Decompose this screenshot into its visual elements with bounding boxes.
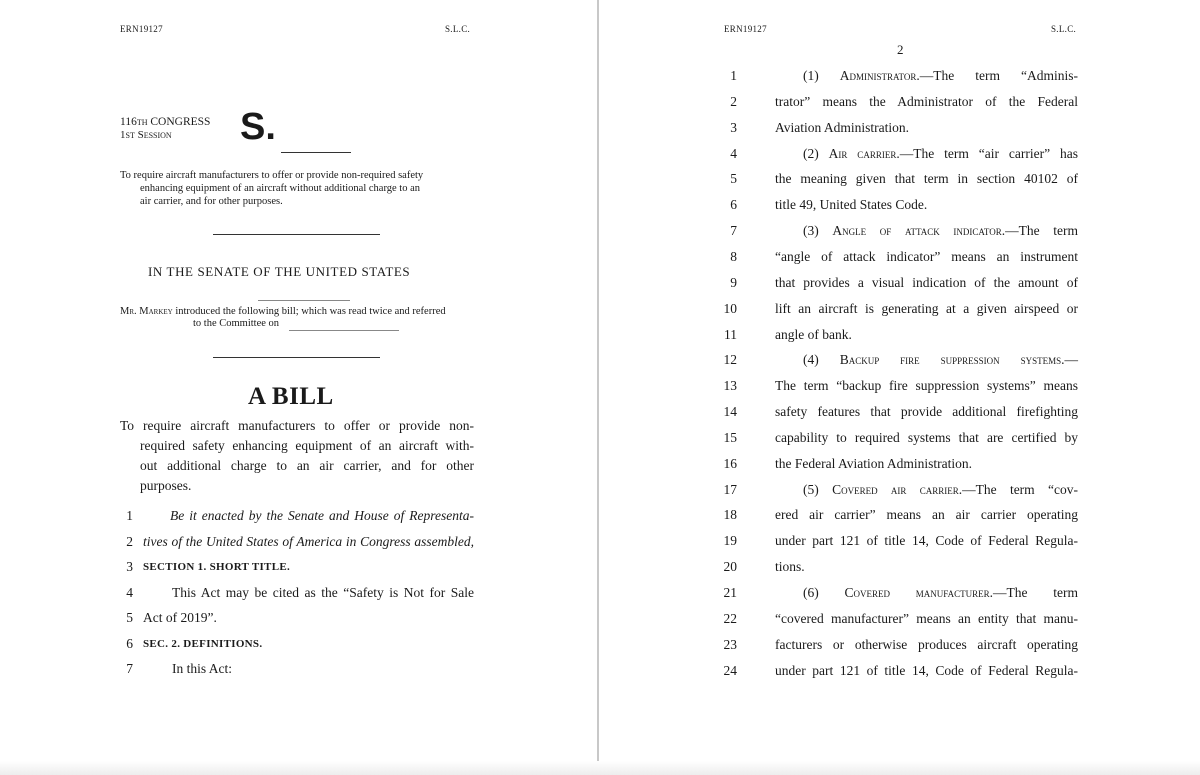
defined-term: Covered manufacturer bbox=[844, 585, 990, 600]
line-number: 19 bbox=[723, 533, 737, 548]
defined-term: Backup fire suppression systems bbox=[839, 352, 1062, 367]
line-number: 22 bbox=[723, 611, 737, 626]
definition-text-line: Aviation Administration. bbox=[775, 120, 909, 135]
line-number: 13 bbox=[723, 378, 737, 393]
definition-text: .—The term bbox=[989, 585, 1078, 600]
definition-heading-line bbox=[803, 352, 1078, 368]
line-number: 4 bbox=[730, 146, 737, 161]
page-right bbox=[599, 0, 1200, 775]
line-number: 1 bbox=[126, 508, 133, 523]
definition-heading-line bbox=[803, 482, 1078, 498]
definition-text: .—The term “cov- bbox=[958, 482, 1078, 497]
line-number: 3 bbox=[730, 120, 737, 135]
definition-number: (6) bbox=[803, 585, 845, 600]
definition-number: (3) bbox=[803, 223, 833, 238]
definition-text-line: The term “backup fire suppression systems” means bbox=[775, 378, 1078, 393]
definition-text-line: tions. bbox=[775, 559, 805, 574]
title-line-1: To require aircraft manufacturers to offer or provide non- bbox=[120, 418, 474, 433]
page-number: 2 bbox=[897, 42, 904, 57]
line-number: 5 bbox=[730, 171, 737, 186]
divider-rule-2 bbox=[213, 357, 380, 358]
definition-heading-line bbox=[803, 223, 1078, 239]
line-number: 10 bbox=[723, 301, 737, 316]
line-number: 8 bbox=[730, 249, 737, 264]
line-number: 3 bbox=[126, 559, 133, 574]
date-rule bbox=[258, 300, 350, 301]
divider-rule-1 bbox=[213, 234, 380, 235]
definition-text-line: “covered manufacturer” means an entity that manu- bbox=[775, 611, 1078, 626]
definition-text-line: the Federal Aviation Administration. bbox=[775, 456, 972, 471]
header-document-id: ERN19127 bbox=[724, 24, 767, 34]
short-title-line-1: This Act may be cited as the “Safety is Not for Sale bbox=[172, 585, 474, 600]
introduction-line-2: to the Committee on bbox=[193, 318, 280, 329]
enacting-clause-line-2: tives of the United States of America in Congress assembled, bbox=[143, 534, 474, 549]
enacting-clause-line-1: Be it enacted by the Senate and House of Representa- bbox=[170, 508, 474, 523]
defined-term: Covered air carrier bbox=[832, 482, 959, 497]
line-number: 6 bbox=[126, 636, 133, 651]
line-number: 16 bbox=[723, 456, 737, 471]
line-number: 7 bbox=[126, 661, 133, 676]
section-1-heading: SECTION 1. SHORT TITLE. bbox=[143, 561, 291, 573]
header-document-id: ERN19127 bbox=[120, 24, 163, 34]
title-line-4: purposes. bbox=[140, 478, 192, 493]
congress-label: 116th CONGRESS bbox=[120, 116, 211, 128]
definition-text: .—The term “air carrier” has bbox=[896, 146, 1078, 161]
line-number: 2 bbox=[730, 94, 737, 109]
line-number: 15 bbox=[723, 430, 737, 445]
line-number: 6 bbox=[730, 197, 737, 212]
definition-text-line: “angle of attack indicator” means an instrument bbox=[775, 249, 1078, 264]
section-2-heading: SEC. 2. DEFINITIONS. bbox=[143, 638, 263, 650]
line-number: 7 bbox=[730, 223, 737, 238]
definition-heading-line bbox=[803, 146, 1078, 162]
definition-text-line: lift an aircraft is generating at a given airspeed or bbox=[775, 301, 1078, 316]
line-number: 20 bbox=[723, 559, 737, 574]
definition-text-line: title 49, United States Code. bbox=[775, 197, 928, 212]
line-number: 23 bbox=[723, 637, 737, 652]
bill-letter: S. bbox=[240, 106, 276, 148]
definition-text-line: trator” means the Administrator of the Federal bbox=[775, 94, 1078, 109]
title-line-2: required safety enhancing equipment of an aircraft with- bbox=[140, 438, 474, 453]
definition-text: .—The term “Adminis- bbox=[916, 68, 1078, 83]
line-number: 11 bbox=[724, 327, 737, 342]
defined-term: Air carrier bbox=[828, 146, 897, 161]
line-number: 2 bbox=[126, 534, 133, 549]
definition-text-line: under part 121 of title 14, Code of Federal Regula- bbox=[775, 533, 1078, 548]
definition-text-line: facturers or otherwise produces aircraft operating bbox=[775, 637, 1078, 652]
definition-heading-line bbox=[803, 68, 1078, 84]
definition-number: (5) bbox=[803, 482, 833, 497]
defined-term: Administrator bbox=[839, 68, 917, 83]
bill-heading: A BILL bbox=[248, 383, 334, 410]
definition-text: .—The term bbox=[1001, 223, 1078, 238]
definition-number: (1) bbox=[803, 68, 840, 83]
line-number: 18 bbox=[723, 507, 737, 522]
definition-text-line: angle of bank. bbox=[775, 327, 852, 342]
bottom-shadow bbox=[0, 761, 1200, 775]
line-number: 24 bbox=[723, 663, 737, 678]
title-line-3: out additional charge to an air carrier, and for other bbox=[140, 458, 474, 473]
definitions-intro: In this Act: bbox=[172, 661, 232, 676]
summary-line-2: enhancing equipment of an aircraft without additional charge to an bbox=[140, 183, 420, 194]
definition-number: (2) bbox=[803, 146, 829, 161]
line-number: 1 bbox=[730, 68, 737, 83]
short-title-line-2: Act of 2019”. bbox=[143, 610, 217, 625]
definition-text-line: ered air carrier” means an air carrier operating bbox=[775, 507, 1078, 522]
session-label: 1st Session bbox=[120, 129, 172, 141]
summary-line-3: air carrier, and for other purposes. bbox=[140, 196, 283, 207]
summary-line-1: To require aircraft manufacturers to offer or provide non-required safety bbox=[120, 170, 424, 181]
bill-number-blank bbox=[281, 152, 351, 153]
line-number: 4 bbox=[126, 585, 133, 600]
line-number: 12 bbox=[723, 352, 737, 367]
definition-text-line: safety features that provide additional firefighting bbox=[775, 404, 1078, 419]
definition-heading-line bbox=[803, 585, 1078, 601]
line-number: 21 bbox=[723, 585, 737, 600]
sponsor-name: Mr. Markey bbox=[120, 306, 173, 317]
line-number: 9 bbox=[730, 275, 737, 290]
line-number: 17 bbox=[723, 482, 737, 497]
header-slc: S.L.C. bbox=[1051, 24, 1077, 34]
definition-text-line: the meaning given that term in section 40102 of bbox=[775, 171, 1078, 186]
definition-text-line: that provides a visual indication of the amount of bbox=[775, 275, 1078, 290]
page-left bbox=[0, 0, 597, 775]
definition-text-line: capability to required systems that are certified by bbox=[775, 430, 1078, 445]
definition-text: .— bbox=[1061, 352, 1078, 367]
line-number: 14 bbox=[723, 404, 737, 419]
committee-blank bbox=[289, 330, 399, 331]
senate-heading: IN THE SENATE OF THE UNITED STATES bbox=[148, 264, 411, 279]
header-slc: S.L.C. bbox=[445, 24, 471, 34]
definition-number: (4) bbox=[803, 352, 840, 367]
definition-text-line: under part 121 of title 14, Code of Federal Regula- bbox=[775, 663, 1078, 678]
introduction-line-1 bbox=[120, 306, 446, 319]
defined-term: Angle of attack indicator bbox=[832, 223, 1002, 238]
introduction-text: introduced the following bill; which was read twice and referred bbox=[172, 306, 446, 317]
line-number: 5 bbox=[126, 610, 133, 625]
